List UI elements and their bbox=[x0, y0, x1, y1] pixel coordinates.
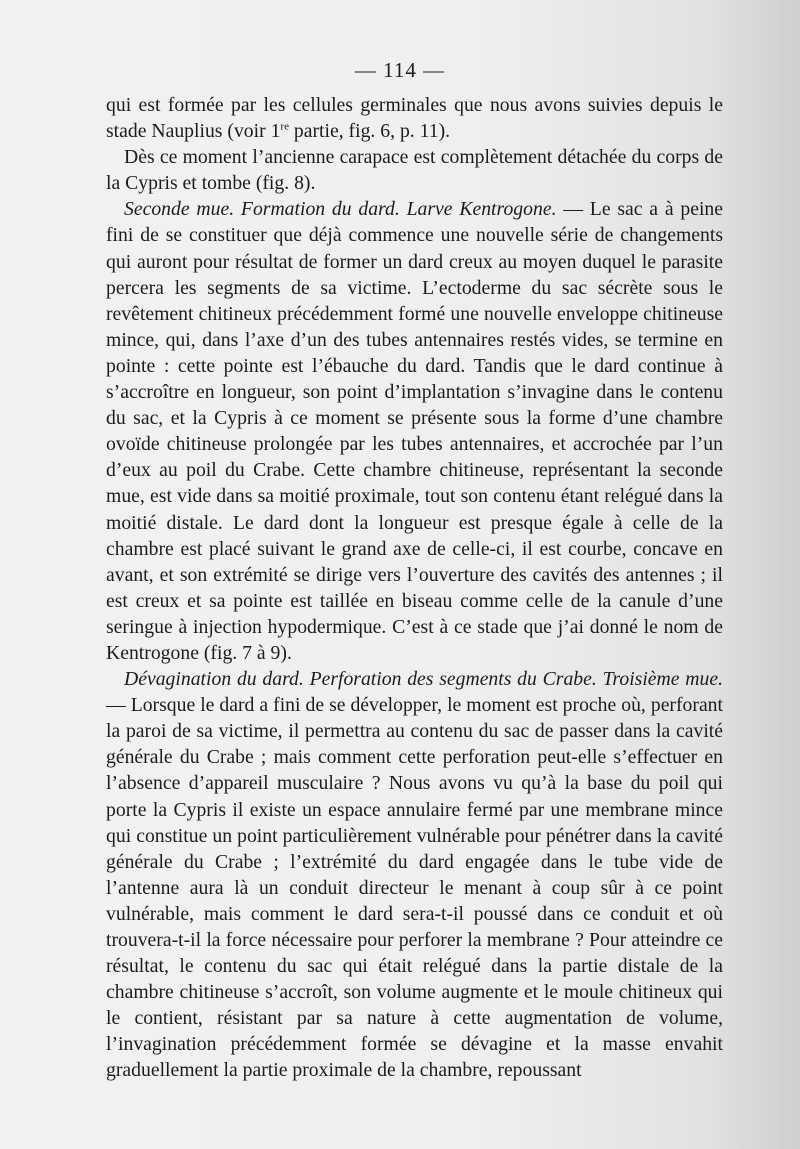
paragraph-4-text: — Lorsque le dard a fini de se développer, le moment est proche où, perforant la paroi de sa victime, il permettra au contenu du sac de passer dans la cavité générale du Crabe ; mais comment cette perforation peut-elle s’effectuer en l’absence d’appareil musculaire ? Nous avons vu qu’à la base du poil qui porte la Cypris il existe un espace annulaire fermé par une membrane mince qui constitue un point particulièrement vulnérable pour pénétrer dans la cavité générale du Crabe ; l’extrémité du dard engagée dans le tube vide de l’antenne aura là un conduit directeur le menant à coup sûr à ce point vulnérable, mais comment le dard sera-t-il poussé dans ce conduit et où trouvera-t-il la force nécessaire pour perforer la membrane ? Pour atteindre ce résultat, le contenu du sac qui était relégué dans la partie distale de la chambre chitineuse s’accroît, son volume augmente et le moule chitineux qui le contient, résistant par sa nature à cette augmentation de volume, l’invagination précédemment formée se dévagine et la masse envahit graduellement la partie proximale de la chambre, repoussant bbox=[106, 694, 723, 1082]
paragraph-1-text: qui est formée par les cellules germinales que nous avons suivies depuis le stade Nauplius (voir 1 bbox=[106, 94, 723, 143]
page-number: — 114 — bbox=[354, 58, 446, 82]
paragraph-4 bbox=[106, 666, 723, 1084]
paragraph-3-text: — Le sac a à peine fini de se constituer que déjà commence une nouvelle série de changements qui auront pour résultat de former un dard creux au moyen duquel le parasite percera les segments de sa victime. L’ectoderme du sac sécrète sous le revêtement chitineux précédemment formé une nouvelle enveloppe chitineuse mince, qui, dans l’axe d’un des tubes antennaires restés vides, se termine en pointe : cette pointe est l’ébauche du dard. Tandis que le dard continue à s’accroître en longueur, son point d’implantation s’invagine dans le contenu du sac, et la Cypris à ce moment se présente sous la forme d’une chambre ovoïde chitineuse prolongée par les tubes antennaires, et accrochée par l’un d’eux au poil du Crabe. Cette chambre chitineuse, représentant la seconde mue, est vide dans sa moitié proximale, tout son contenu étant relégué dans la moitié distale. Le dard dont la longueur est presque égale à celle de la chambre est placé suivant le grand axe de celle-ci, il est courbe, concave en avant, et son extrémité se dirige vers l’ouverture des cavités des antennes ; il est creux et sa pointe est taillée en biseau comme celle de la canule d’une seringue à injection hypodermique. C’est à ce stade que j’ai donné le nom de Kentrogone (fig. 7 à 9). bbox=[106, 198, 724, 664]
paragraph-2: Dès ce moment l’ancienne carapace est complètement détachée du corps de la Cypris et tombe (fig. 8). bbox=[106, 146, 723, 195]
body-text bbox=[106, 92, 723, 1084]
section-heading-devagination: Dévagination du dard. Perforation des segments du Crabe. Troisième mue. bbox=[124, 668, 723, 691]
paragraph-1 bbox=[106, 92, 723, 144]
section-heading-seconde-mue: Seconde mue. Formation du dard. Larve Kentrogone. bbox=[124, 198, 557, 221]
ordinal-superscript: re bbox=[280, 120, 289, 133]
paragraph-3 bbox=[106, 196, 723, 666]
paragraph-1-end: partie, fig. 6, p. 11). bbox=[288, 120, 451, 143]
